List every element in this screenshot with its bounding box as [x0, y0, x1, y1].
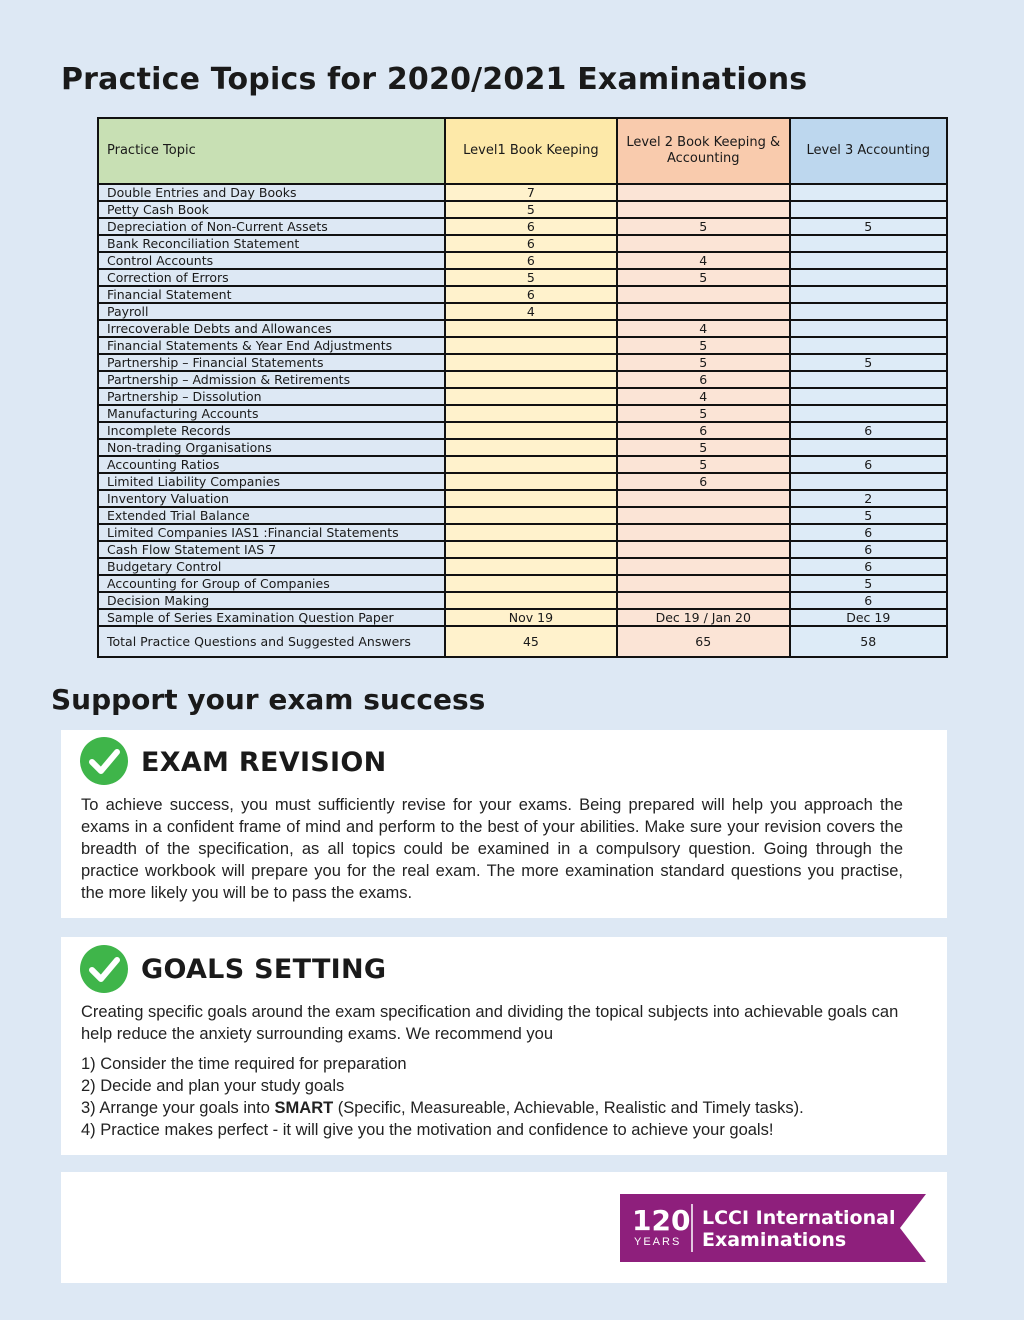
topic-name: Limited Companies IAS1 :Financial Statements — [98, 524, 445, 541]
list-item: 1) Consider the time required for preparation — [81, 1055, 407, 1073]
badge-title-line1: LCCI International — [702, 1207, 896, 1229]
list-item — [81, 1097, 921, 1119]
level3-count: 6 — [790, 592, 947, 609]
level1-count: 7 — [445, 184, 617, 201]
level2-count: 6 — [617, 473, 790, 490]
exam-revision-card — [61, 730, 947, 918]
level1-count — [445, 405, 617, 422]
level3-count: 5 — [790, 218, 947, 235]
level1-count: 6 — [445, 286, 617, 303]
topic-name: Bank Reconciliation Statement — [98, 235, 445, 252]
topic-name: Accounting Ratios — [98, 456, 445, 473]
checkmark-icon — [80, 737, 128, 785]
level1-count — [445, 507, 617, 524]
level2-count — [617, 558, 790, 575]
level1-count — [445, 320, 617, 337]
sample-level2: Dec 19 / Jan 20 — [617, 609, 790, 626]
table-row — [98, 388, 947, 405]
level3-count: 6 — [790, 558, 947, 575]
table-row — [98, 592, 947, 609]
level2-count: 5 — [617, 354, 790, 371]
topic-name: Decision Making — [98, 592, 445, 609]
level3-count — [790, 473, 947, 490]
total-level3: 58 — [790, 626, 947, 657]
lcci-badge — [620, 1194, 926, 1262]
level1-count — [445, 592, 617, 609]
level2-count: 4 — [617, 388, 790, 405]
table-row — [98, 405, 947, 422]
table-row — [98, 439, 947, 456]
topic-name: Correction of Errors — [98, 269, 445, 286]
level3-count — [790, 184, 947, 201]
header-practice-topic: Practice Topic — [98, 118, 445, 184]
header-level1: Level1 Book Keeping — [445, 118, 617, 184]
table-row — [98, 286, 947, 303]
level1-count — [445, 558, 617, 575]
level2-count — [617, 303, 790, 320]
table-row — [98, 252, 947, 269]
level1-count — [445, 422, 617, 439]
level3-count — [790, 286, 947, 303]
level1-count: 5 — [445, 201, 617, 218]
level2-count — [617, 490, 790, 507]
level1-count: 6 — [445, 252, 617, 269]
page-title: Practice Topics for 2020/2021 Examinations — [61, 62, 808, 97]
table-row — [98, 575, 947, 592]
topic-name: Double Entries and Day Books — [98, 184, 445, 201]
table-row — [98, 235, 947, 252]
level3-count: 5 — [790, 354, 947, 371]
level1-count — [445, 490, 617, 507]
level3-count — [790, 405, 947, 422]
topic-name: Inventory Valuation — [98, 490, 445, 507]
table-row — [98, 337, 947, 354]
list-item: 2) Decide and plan your study goals — [81, 1077, 345, 1095]
table-row — [98, 524, 947, 541]
level3-count — [790, 439, 947, 456]
goals-setting-body: Creating specific goals around the exam specification and dividing the topical subjects into achievable goals can help reduce the anxiety surrounding exams. We recommend you — [81, 1003, 899, 1043]
level2-count: 4 — [617, 320, 790, 337]
total-label: Total Practice Questions and Suggested Answers — [98, 626, 445, 657]
table-row — [98, 354, 947, 371]
total-level1: 45 — [445, 626, 617, 657]
level1-count — [445, 439, 617, 456]
topic-name: Partnership – Admission & Retirements — [98, 371, 445, 388]
level2-count: 5 — [617, 439, 790, 456]
sample-level1: Nov 19 — [445, 609, 617, 626]
badge-number: 120 — [632, 1204, 691, 1237]
total-row — [98, 626, 947, 657]
topic-name: Payroll — [98, 303, 445, 320]
level2-count — [617, 235, 790, 252]
badge-title-line2: Examinations — [702, 1229, 847, 1251]
topic-name: Partnership – Financial Statements — [98, 354, 445, 371]
level1-count — [445, 524, 617, 541]
table-row — [98, 201, 947, 218]
topic-name: Depreciation of Non-Current Assets — [98, 218, 445, 235]
table-row — [98, 558, 947, 575]
level2-count: 5 — [617, 405, 790, 422]
practice-topics-table — [97, 117, 948, 658]
list-item: 4) Practice makes perfect - it will give you the motivation and confidence to achieve your goals! — [81, 1121, 774, 1139]
level3-count — [790, 371, 947, 388]
level3-count — [790, 303, 947, 320]
level2-count — [617, 201, 790, 218]
sample-paper-row — [98, 609, 947, 626]
total-level2: 65 — [617, 626, 790, 657]
smart-keyword: SMART — [274, 1099, 334, 1117]
level3-count: 6 — [790, 541, 947, 558]
level2-count: 6 — [617, 422, 790, 439]
exam-revision-body: To achieve success, you must sufficiently revise for your exams. Being prepared will help you approach the exams in a confident frame of mind and perform to the best of your abilities. Make sure your revision covers the breadth of the specification, as all topics could be examined in a compulsory question. Going through the practice workbook will prepare you for the real exam. The more examination standard questions you practise, the more likely you will be to pass the exams. — [81, 796, 903, 902]
table-row — [98, 456, 947, 473]
footer-card — [61, 1172, 947, 1283]
level2-count: 5 — [617, 337, 790, 354]
level2-count: 4 — [617, 252, 790, 269]
level3-count — [790, 337, 947, 354]
topic-name: Extended Trial Balance — [98, 507, 445, 524]
level2-count: 5 — [617, 218, 790, 235]
table-row — [98, 184, 947, 201]
topic-name: Limited Liability Companies — [98, 473, 445, 490]
topic-name: Irrecoverable Debts and Allowances — [98, 320, 445, 337]
table-row — [98, 490, 947, 507]
level3-count — [790, 201, 947, 218]
topic-name: Control Accounts — [98, 252, 445, 269]
table-row — [98, 422, 947, 439]
level2-count — [617, 286, 790, 303]
goals-list — [81, 1053, 921, 1141]
table-row — [98, 473, 947, 490]
level2-count: 5 — [617, 456, 790, 473]
topic-name: Partnership – Dissolution — [98, 388, 445, 405]
header-level3: Level 3 Accounting — [790, 118, 947, 184]
level1-count: 6 — [445, 218, 617, 235]
topic-name: Petty Cash Book — [98, 201, 445, 218]
level1-count — [445, 473, 617, 490]
level1-count — [445, 337, 617, 354]
level3-count — [790, 269, 947, 286]
level2-count: 5 — [617, 269, 790, 286]
table-row — [98, 303, 947, 320]
topic-name: Cash Flow Statement IAS 7 — [98, 541, 445, 558]
level3-count: 2 — [790, 490, 947, 507]
topic-name: Financial Statement — [98, 286, 445, 303]
checkmark-icon — [80, 945, 128, 993]
level3-count: 6 — [790, 422, 947, 439]
table-row — [98, 541, 947, 558]
topic-name: Financial Statements & Year End Adjustments — [98, 337, 445, 354]
level2-count — [617, 184, 790, 201]
table-row — [98, 320, 947, 337]
topic-name: Accounting for Group of Companies — [98, 575, 445, 592]
table-header-row — [98, 118, 947, 184]
table-row — [98, 218, 947, 235]
header-level2: Level 2 Book Keeping & Accounting — [617, 118, 790, 184]
level3-count: 6 — [790, 524, 947, 541]
goals-setting-card — [61, 937, 947, 1155]
topic-name: Non-trading Organisations — [98, 439, 445, 456]
badge-years: YEARS — [634, 1236, 682, 1248]
table-row — [98, 371, 947, 388]
level1-count — [445, 456, 617, 473]
table-body — [98, 184, 947, 609]
level1-count — [445, 354, 617, 371]
level3-count: 5 — [790, 575, 947, 592]
level3-count: 5 — [790, 507, 947, 524]
smart-suffix: (Specific, Measureable, Achievable, Realistic and Timely tasks). — [333, 1099, 804, 1117]
level1-count: 6 — [445, 235, 617, 252]
exam-revision-heading: EXAM REVISION — [141, 747, 387, 778]
table-row — [98, 269, 947, 286]
level3-count — [790, 252, 947, 269]
level1-count — [445, 371, 617, 388]
level2-count — [617, 541, 790, 558]
level2-count — [617, 575, 790, 592]
support-section-title: Support your exam success — [51, 683, 486, 716]
sample-label: Sample of Series Examination Question Paper — [98, 609, 445, 626]
level3-count: 6 — [790, 456, 947, 473]
topic-name: Manufacturing Accounts — [98, 405, 445, 422]
level3-count — [790, 388, 947, 405]
level2-count — [617, 524, 790, 541]
table-row — [98, 507, 947, 524]
level3-count — [790, 235, 947, 252]
goals-setting-heading: GOALS SETTING — [141, 954, 387, 985]
level3-count — [790, 320, 947, 337]
level1-count — [445, 575, 617, 592]
topic-name: Incomplete Records — [98, 422, 445, 439]
level2-count — [617, 592, 790, 609]
level2-count — [617, 507, 790, 524]
level1-count: 5 — [445, 269, 617, 286]
topic-name: Budgetary Control — [98, 558, 445, 575]
smart-prefix: 3) Arrange your goals into — [81, 1099, 275, 1117]
level2-count: 6 — [617, 371, 790, 388]
level1-count — [445, 388, 617, 405]
sample-level3: Dec 19 — [790, 609, 947, 626]
level1-count: 4 — [445, 303, 617, 320]
level1-count — [445, 541, 617, 558]
